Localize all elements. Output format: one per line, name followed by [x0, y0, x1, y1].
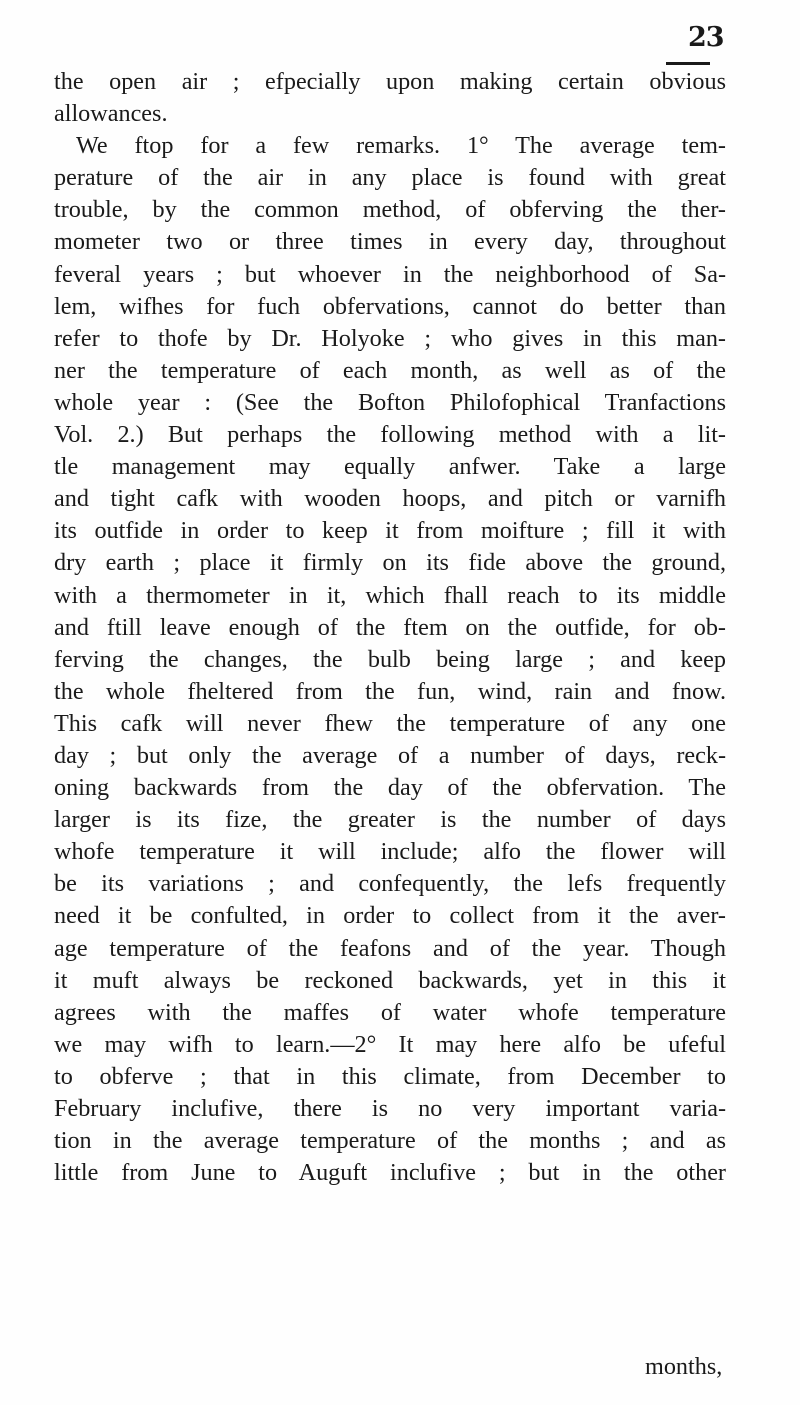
text-line: tion in the average temperature of the months ; and as: [54, 1127, 726, 1155]
text-line: be its variations ; and confequently, the lefs frequently: [54, 870, 726, 898]
catchword: months,: [645, 1353, 723, 1380]
text-line: whofe temperature it will include; alfo the flower will: [54, 838, 726, 866]
text-line: oning backwards from the day of the obfervation. The: [54, 774, 726, 802]
text-line: with a thermometer in it, which fhall reach to its middle: [54, 581, 726, 609]
text-line: day ; but only the average of a number of days, reck-: [54, 741, 726, 769]
text-line: ner the temperature of each month, as well as of the: [54, 356, 726, 384]
text-line: ferving the changes, the bulb being large ; and keep: [54, 645, 726, 673]
text-line: Vol. 2.) But perhaps the following method with a lit-: [54, 421, 726, 449]
text-line: little from June to Auguft inclufive ; but in the other: [54, 1159, 726, 1187]
text-line: feveral years ; but whoever in the neighborhood of Sa-: [54, 260, 726, 288]
text-line: This cafk will never fhew the temperature of any one: [54, 709, 726, 737]
body-text: [54, 66, 726, 1189]
page-number: 23: [688, 22, 724, 53]
text-line: perature of the air in any place is found with great: [54, 164, 726, 192]
text-line: February inclufive, there is no very important varia-: [54, 1095, 726, 1122]
text-line: refer to thofe by Dr. Holyoke ; who gives in this man-: [54, 324, 726, 352]
text-line: it muft always be reckoned backwards, yet in this it: [54, 966, 726, 994]
text-line: allowances.: [54, 100, 168, 128]
text-line: trouble, by the common method, of obferving the ther-: [54, 196, 726, 224]
text-line: tle management may equally anfwer. Take a large: [54, 453, 726, 481]
text-line: larger is its fize, the greater is the number of days: [54, 806, 726, 834]
text-line: its outfide in order to keep it from moifture ; fill it with: [54, 517, 726, 545]
text-line: lem, wifhes for fuch obfervations, cannot do better than: [54, 292, 726, 320]
text-line: agrees with the maffes of water whofe temperature: [54, 998, 726, 1026]
text-line: and tight cafk with wooden hoops, and pitch or varnifh: [54, 485, 726, 513]
text-line: we may wifh to learn.—2° It may here alfo be ufeful: [54, 1030, 726, 1058]
text-line: whole year : (See the Bofton Philofophical Tranfactions: [54, 388, 726, 416]
text-line: need it be confulted, in order to collect from it the aver-: [54, 902, 726, 930]
text-line: dry earth ; place it firmly on its fide above the ground,: [54, 549, 726, 577]
text-line: and ftill leave enough of the ftem on the outfide, for ob-: [54, 613, 726, 641]
text-line: to obferve ; that in this climate, from December to: [54, 1062, 726, 1090]
text-line: the whole fheltered from the fun, wind, rain and fnow.: [54, 677, 726, 705]
text-line: mometer two or three times in every day, throughout: [54, 228, 726, 256]
text-line: age temperature of the feafons and of the year. Though: [54, 934, 726, 962]
header-rule: [666, 62, 710, 65]
text-line: the open air ; efpecially upon making certain obvious: [54, 68, 726, 95]
text-line: We ftop for a few remarks. 1° The average tem-: [76, 132, 726, 160]
